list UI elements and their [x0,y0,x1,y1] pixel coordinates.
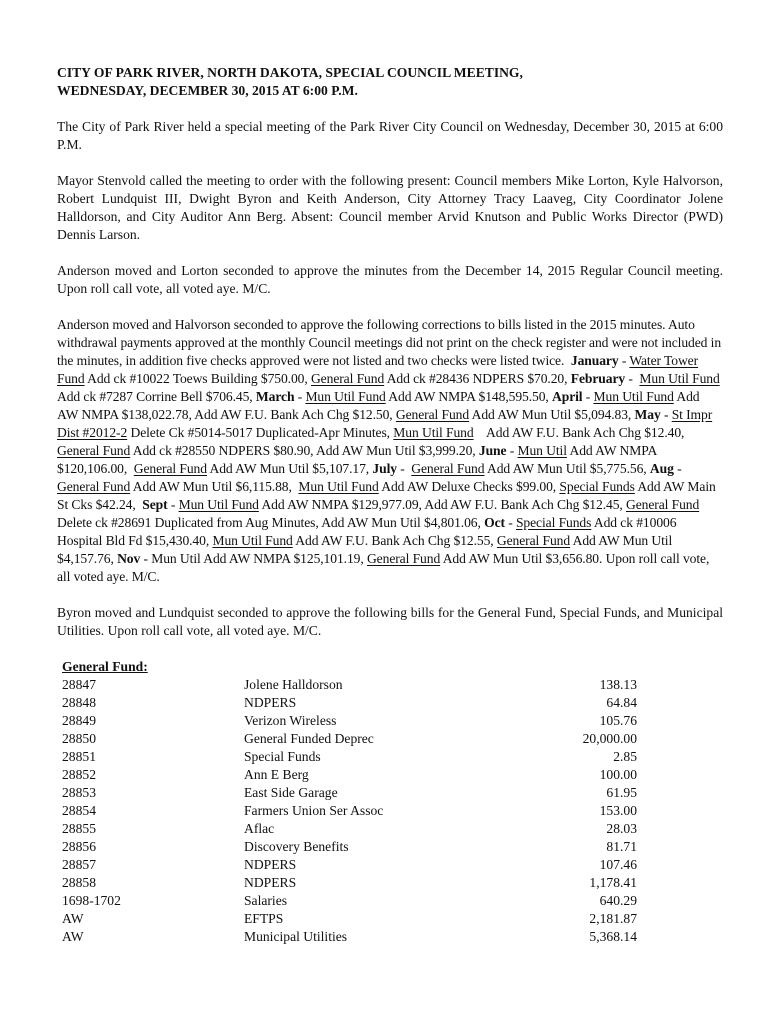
amount: 61.95 [606,785,637,800]
amount: 640.29 [599,893,637,908]
check-number: 28849 [62,713,96,728]
fund-name: Mun Util Fund [298,479,379,494]
table-row [62,766,637,784]
title-line-2: WEDNESDAY, DECEMBER 30, 2015 AT 6:00 P.M. [57,83,358,98]
fund-name: General Fund [310,371,385,386]
fund-name: General Fund [626,497,700,512]
payee-name: Discovery Benefits [244,839,349,854]
table-row [62,694,637,712]
month-label: Sept [142,497,168,512]
correction-entry: Add AW Mun Util $5,107.17, [209,461,370,476]
correction-entry: Delete Ck #5014-5017 Duplicated-Apr Minutes, [130,425,390,440]
correction-entry: Add ck #7287 Corrine Bell $706.45, [57,389,253,404]
correction-entry: Add AW Main St Cks $42.24, [57,479,716,512]
table-row [62,712,637,730]
table-row [62,892,637,910]
fund-name: Mun Util Fund [639,371,720,386]
check-number: AW [62,911,84,926]
correction-entry: Add AW NMPA $120,106.00, [57,443,657,476]
payee-name: Ann E Berg [244,767,309,782]
amount: 28.03 [606,821,637,836]
month-label: July [372,461,397,476]
fund-name: Mun Util Fund [178,497,259,512]
payee-name: NDPERS [244,875,297,890]
fund-name: Special Funds [559,479,635,494]
table-row [62,730,637,748]
amount: 20,000.00 [582,731,637,746]
paragraph-attendance: Mayor Stenvold called the meeting to order with the following present: Council members Mike Lorton, Kyle Halvorson, Robert Lundquist III, Dwight Byron and Keith Anderson, City Attorney Tracy Laaveg, City Coordinator Jolene Halldorson, and City Auditor Ann Berg. Absent: Council member Arvid Knutson and Public Works Director (PWD) Dennis Larson. [57,173,723,242]
correction-entry: Add AW Deluxe Checks $99.00, [381,479,557,494]
fund-name: Mun Util Fund [393,425,474,440]
correction-entry: Add AW Mun Util $5,094.83, [471,407,632,422]
document-title [57,64,617,100]
fund-name: Special Funds [515,515,592,530]
paragraph-meeting-held: The City of Park River held a special meeting of the Park River City Council on Wednesday, December 30, 2015 at 6:00 P.M. [57,119,723,152]
paragraph-bill-corrections: Anderson moved and Halvorson seconded to approve the following corrections to bills listed in the 2015 minutes. Auto withdrawal payments approved at the monthly Council meetings did not print on the check register and were not included in the minutes, in addition five checks approved were not listed and two checks were listed twice. January - Water Tower Fund Add ck #10022 Toews Building $750.00, General Fund Add ck #28436 NDPERS $70.20, February - Mun Util Fund Add ck #7287 Corrine Bell $706.45, March - Mun Util Fund Add AW NMPA $148,595.50, April - Mun Util Fund Add AW NMPA $138,022.78, Add AW F.U. Bank Ach Chg $12.50, General Fund Add AW Mun Util $5,094.83, May - St Impr Dist #2012-2 Delete Ck #5014-5017 Duplicated-Apr Minutes, Mun Util Fund Add AW F.U. Bank Ach Chg $12.40, General Fund Add ck #28550 NDPERS $80.90, Add AW Mun Util $3,999.20, June - Mun Util Add AW NMPA $120,106.00, General Fund Add AW Mun Util $5,107.17, July - General Fund Add AW Mun Util $5,775.56, Aug - General Fund Add AW Mun Util $6,115.88, Mun Util Fund Add AW Deluxe Checks $99.00, Special Funds Add AW Main St Cks $42.24, Sept - Mun Util Fund Add AW NMPA $129,977.09, Add AW F.U. Bank Ach Chg $12.45, General Fund Delete ck #28691 Duplicated from Aug Minutes, Add AW Mun Util $4,801.06, Oct - Special Funds Add ck #10006 Hospital Bld Fd $15,430.40, Mun Util Fund Add AW F.U. Bank Ach Chg $12.55, General Fund Add AW Mun Util $4,157.76, Nov - Mun Util Add AW NMPA $125,101.19, General Fund Add AW Mun Util $3,656.80. Upon roll call vote, all voted aye. M/C. [57,317,722,584]
month-label: March [255,389,295,404]
month-label: May [634,407,661,422]
table-row [62,874,637,892]
correction-entry: Add AW NMPA $148,595.50, [388,389,549,404]
fund-name: Mun Util Fund [212,533,293,548]
general-fund-rows [62,676,637,946]
amount: 2.85 [613,749,637,764]
table-row [62,838,637,856]
table-row [62,748,637,766]
amount: 138.13 [599,677,637,692]
paragraph-bills-approval: Byron moved and Lundquist seconded to approve the following bills for the General Fund, Special Funds, and Municipal Utilities. Upon roll call vote, all voted aye. M/C. [57,605,723,638]
paragraph-minutes-approval: Anderson moved and Lorton seconded to approve the minutes from the December 14, 2015 Regular Council meeting. Upon roll call vote, all voted aye. M/C. [57,263,723,296]
general-fund-heading: General Fund: [62,659,148,674]
fund-name: Water Tower Fund [57,353,699,386]
fund-name: Mun Util [517,443,567,458]
table-row [62,928,637,946]
table-row [62,856,637,874]
fund-name: General Fund [57,479,131,494]
amount: 100.00 [599,767,637,782]
amount: 64.84 [606,695,637,710]
amount: 107.46 [599,857,637,872]
month-label: April [552,389,583,404]
payee-name: Salaries [244,893,288,908]
fund-name: General Fund [496,533,571,548]
check-number: 28847 [62,677,96,692]
general-fund-table [62,676,637,946]
correction-entry: Mun Util Add AW NMPA $125,101.19, [151,551,364,566]
correction-entry: Add AW Mun Util $4,157.76, [57,533,673,566]
check-number: 28854 [62,803,96,818]
document-page [57,64,723,946]
month-label: Nov [117,551,141,566]
correction-entry: Add ck #10022 Toews Building $750.00, [87,371,308,386]
check-number: 28850 [62,731,96,746]
month-label: January [570,353,619,368]
check-number: 28852 [62,767,96,782]
check-number: 28848 [62,695,96,710]
fund-name: Mun Util Fund [593,389,674,404]
amount: 153.00 [599,803,637,818]
title-line-1: CITY OF PARK RIVER, NORTH DAKOTA, SPECIAL COUNCIL MEETING, [57,65,523,80]
month-label: Aug [649,461,674,476]
payee-name: East Side Garage [244,785,338,800]
check-number: 28851 [62,749,96,764]
amount: 81.71 [606,839,637,854]
table-row [62,910,637,928]
payee-name: NDPERS [244,857,297,872]
correction-entry: Add AW Mun Util $5,775.56, [487,461,647,476]
corrections-intro: Anderson moved and Halvorson seconded to approve the following corrections to bills listed in the 2015 minutes. Auto withdrawal payments approved at the monthly Council meetings did not print on the check register and were not included in the minutes, in addition five checks approved were not listed and two checks were listed twice. [57,317,722,368]
table-row [62,820,637,838]
correction-entry: Add AW NMPA $138,022.78, Add AW F.U. Bank Ach Chg $12.50, [57,389,700,422]
payee-name: Jolene Halldorson [244,677,343,692]
check-number: 1698-1702 [62,893,121,908]
payee-name: Aflac [244,821,275,836]
correction-entry: Add ck #28436 NDPERS $70.20, [386,371,568,386]
correction-entry: Add ck #28550 NDPERS $80.90, Add AW Mun Util $3,999.20, [132,443,476,458]
payee-name: EFTPS [244,911,284,926]
correction-entry: Add AW NMPA $129,977.09, Add AW F.U. Bank Ach Chg $12.45, [261,497,623,512]
correction-entry: Delete ck #28691 Duplicated from Aug Minutes, Add AW Mun Util $4,801.06, [57,515,481,530]
fund-name: Mun Util Fund [305,389,386,404]
fund-name: General Fund [395,407,470,422]
correction-entry: Add AW Mun Util $6,115.88, [132,479,292,494]
fund-name: General Fund [133,461,207,476]
correction-entry: Add AW F.U. Bank Ach Chg $12.55, [295,533,494,548]
payee-name: NDPERS [244,695,297,710]
check-number: 28855 [62,821,96,836]
check-number: AW [62,929,84,944]
table-row [62,676,637,694]
fund-name: General Fund [366,551,441,566]
payee-name: Farmers Union Ser Assoc [244,803,384,818]
correction-entry: Add AW F.U. Bank Ach Chg $12.40, [486,425,685,440]
check-number: 28853 [62,785,96,800]
month-label: June [478,443,507,458]
table-row [62,784,637,802]
fund-name: General Fund [57,443,131,458]
month-label: February [570,371,626,386]
correction-entry: Add AW Mun Util $3,656.80. Upon roll call vote, all voted aye. M/C. [57,551,710,584]
payee-name: Verizon Wireless [244,713,337,728]
amount: 1,178.41 [589,875,637,890]
check-number: 28856 [62,839,96,854]
fund-name: St Impr Dist #2012-2 [57,407,713,440]
check-number: 28858 [62,875,96,890]
amount: 5,368.14 [589,929,637,944]
amount: 105.76 [599,713,637,728]
check-number: 28857 [62,857,96,872]
amount: 2,181.87 [589,911,637,926]
table-row [62,802,637,820]
month-label: Oct [484,515,505,530]
payee-name: Municipal Utilities [244,929,348,944]
fund-name: General Fund [411,461,485,476]
payee-name: Special Funds [244,749,321,764]
payee-name: General Funded Deprec [244,731,374,746]
correction-entry: Add ck #10006 Hospital Bld Fd $15,430.40, [57,515,677,548]
